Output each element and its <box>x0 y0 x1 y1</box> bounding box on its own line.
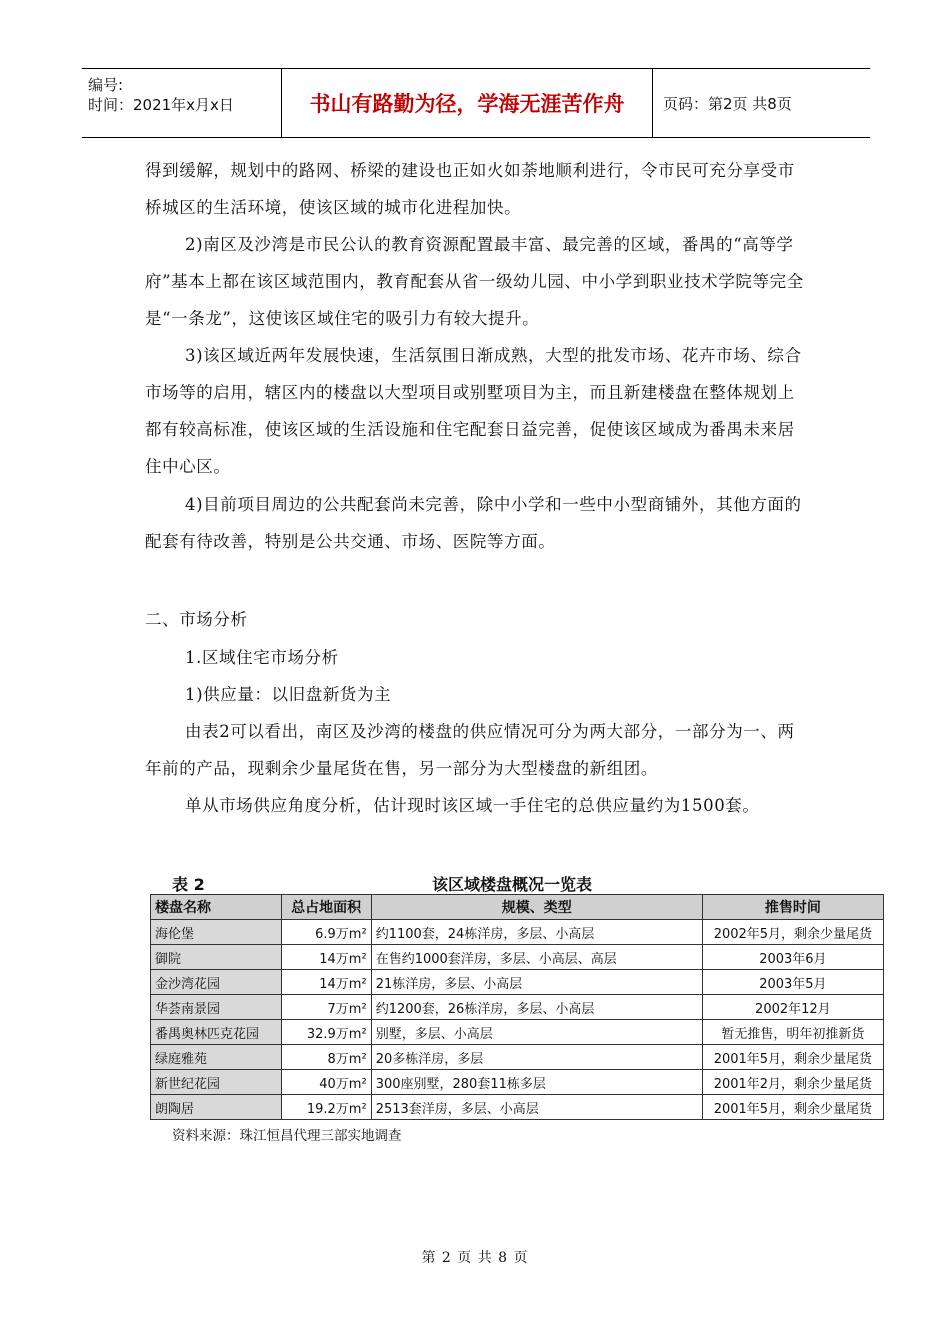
cell-spec: 20多栋洋房，多层 <box>371 1045 702 1070</box>
cell-area: 14万m² <box>281 970 371 995</box>
table-label: 表 2 <box>172 875 205 894</box>
table-row <box>151 995 884 1020</box>
cell-time: 2003年5月 <box>702 970 883 995</box>
col-header-time: 推售时间 <box>702 895 883 920</box>
cell-time: 2001年2月，剩余少量尾货 <box>702 1070 883 1095</box>
paragraph-2: 2)南区及沙湾是市民公认的教育资源配置最丰富、最完善的区域，番禺的“高等学府”基本上都在该区域范围内，教育配套从省一级幼儿园、中小学到职业技术学院等完全是“一条龙”，这使该区域住宅的吸引力有较大提升。 <box>145 235 804 328</box>
cell-name: 番禺奥林匹克花园 <box>151 1020 282 1045</box>
header-motto: 书山有路勤为径，学海无涯苦作舟 <box>282 69 653 137</box>
cell-time: 暂无推售，明年初推新货 <box>702 1020 883 1045</box>
cell-area: 40万m² <box>281 1070 371 1095</box>
cell-spec: 约1200套，26栋洋房，多层、小高层 <box>371 995 702 1020</box>
cell-time: 2001年5月，剩余少量尾货 <box>702 1095 883 1120</box>
cell-spec: 300座别墅，280套11栋多层 <box>371 1070 702 1095</box>
table-header-row <box>151 895 884 920</box>
table-row <box>151 1020 884 1045</box>
cell-spec: 约1100套，24栋洋房，多层、小高层 <box>371 920 702 945</box>
cell-name: 御院 <box>151 945 282 970</box>
cell-name: 朗陶居 <box>151 1095 282 1120</box>
paragraph-6: 单从市场供应角度分析，估计现时该区域一手住宅的总供应量约为1500套。 <box>185 796 760 815</box>
table-title-bar <box>150 872 890 894</box>
date-label: 时间：2021年x月x日 <box>88 96 234 114</box>
paragraph-3: 3)该区域近两年发展快速，生活氛围日渐成熟，大型的批发市场、花卉市场、综合市场等的启用，辖区内的楼盘以大型项目或别墅项目为主，而且新建楼盘在整体规划上都有较高标准，使该区域的生活设施和住宅配套日益完善，促使该区域成为番禺未来居住中心区。 <box>145 346 802 476</box>
cell-area: 7万m² <box>281 995 371 1020</box>
col-header-name: 楼盘名称 <box>151 895 282 920</box>
table-row <box>151 1095 884 1120</box>
table-row <box>151 945 884 970</box>
col-header-spec: 规模、类型 <box>371 895 702 920</box>
table-row <box>151 1070 884 1095</box>
property-table-section <box>150 872 890 1144</box>
cell-spec: 在售约1000套洋房，多层、小高层、高层 <box>371 945 702 970</box>
cell-name: 华荟南景园 <box>151 995 282 1020</box>
header-page-info: 页码：第2页 共8页 <box>663 94 792 113</box>
paragraph-1: 得到缓解，规划中的路网、桥梁的建设也正如火如荼地顺利进行，令市民可充分享受市桥城区的生活环境，使该区域的城市化进程加快。 <box>145 161 795 217</box>
cell-name: 绿庭雅苑 <box>151 1045 282 1070</box>
cell-spec: 21栋洋房，多层、小高层 <box>371 970 702 995</box>
page-header <box>82 68 870 138</box>
cell-spec: 2513套洋房，多层、小高层 <box>371 1095 702 1120</box>
subsection-heading: 1.区域住宅市场分析 <box>185 648 339 667</box>
code-label: 编号: <box>88 76 124 94</box>
cell-time: 2001年5月，剩余少量尾货 <box>702 1045 883 1070</box>
table-row <box>151 970 884 995</box>
cell-time: 2002年5月，剩余少量尾货 <box>702 920 883 945</box>
table-row <box>151 1045 884 1070</box>
property-table <box>150 894 884 1120</box>
cell-time: 2003年6月 <box>702 945 883 970</box>
cell-area: 19.2万m² <box>281 1095 371 1120</box>
cell-spec: 别墅，多层、小高层 <box>371 1020 702 1045</box>
cell-area: 14万m² <box>281 945 371 970</box>
cell-area: 8万m² <box>281 1045 371 1070</box>
cell-area: 32.9万m² <box>281 1020 371 1045</box>
table-title: 该区域楼盘概况一览表 <box>432 875 593 894</box>
cell-name: 新世纪花园 <box>151 1070 282 1095</box>
page-footer: 第 2 页 共 8 页 <box>421 1250 529 1266</box>
header-meta <box>82 69 282 137</box>
cell-area: 6.9万m² <box>281 920 371 945</box>
cell-time: 2002年12月 <box>702 995 883 1020</box>
table-row <box>151 920 884 945</box>
cell-name: 海伦堡 <box>151 920 282 945</box>
col-header-area: 总占地面积 <box>281 895 371 920</box>
cell-name: 金沙湾花园 <box>151 970 282 995</box>
paragraph-4: 4)目前项目周边的公共配套尚未完善，除中小学和一些中小型商铺外，其他方面的配套有待改善，特别是公共交通、市场、医院等方面。 <box>145 495 802 551</box>
section-heading: 二、市场分析 <box>145 610 248 629</box>
paragraph-5: 由表2可以看出，南区及沙湾的楼盘的供应情况可分为两大部分，一部分为一、两年前的产品，现剩余少量尾货在售，另一部分为大型楼盘的新组团。 <box>145 722 795 778</box>
table-source: 资料来源：珠江恒昌代理三部实地调查 <box>172 1128 402 1144</box>
supply-heading: 1)供应量：以旧盘新货为主 <box>185 685 392 704</box>
